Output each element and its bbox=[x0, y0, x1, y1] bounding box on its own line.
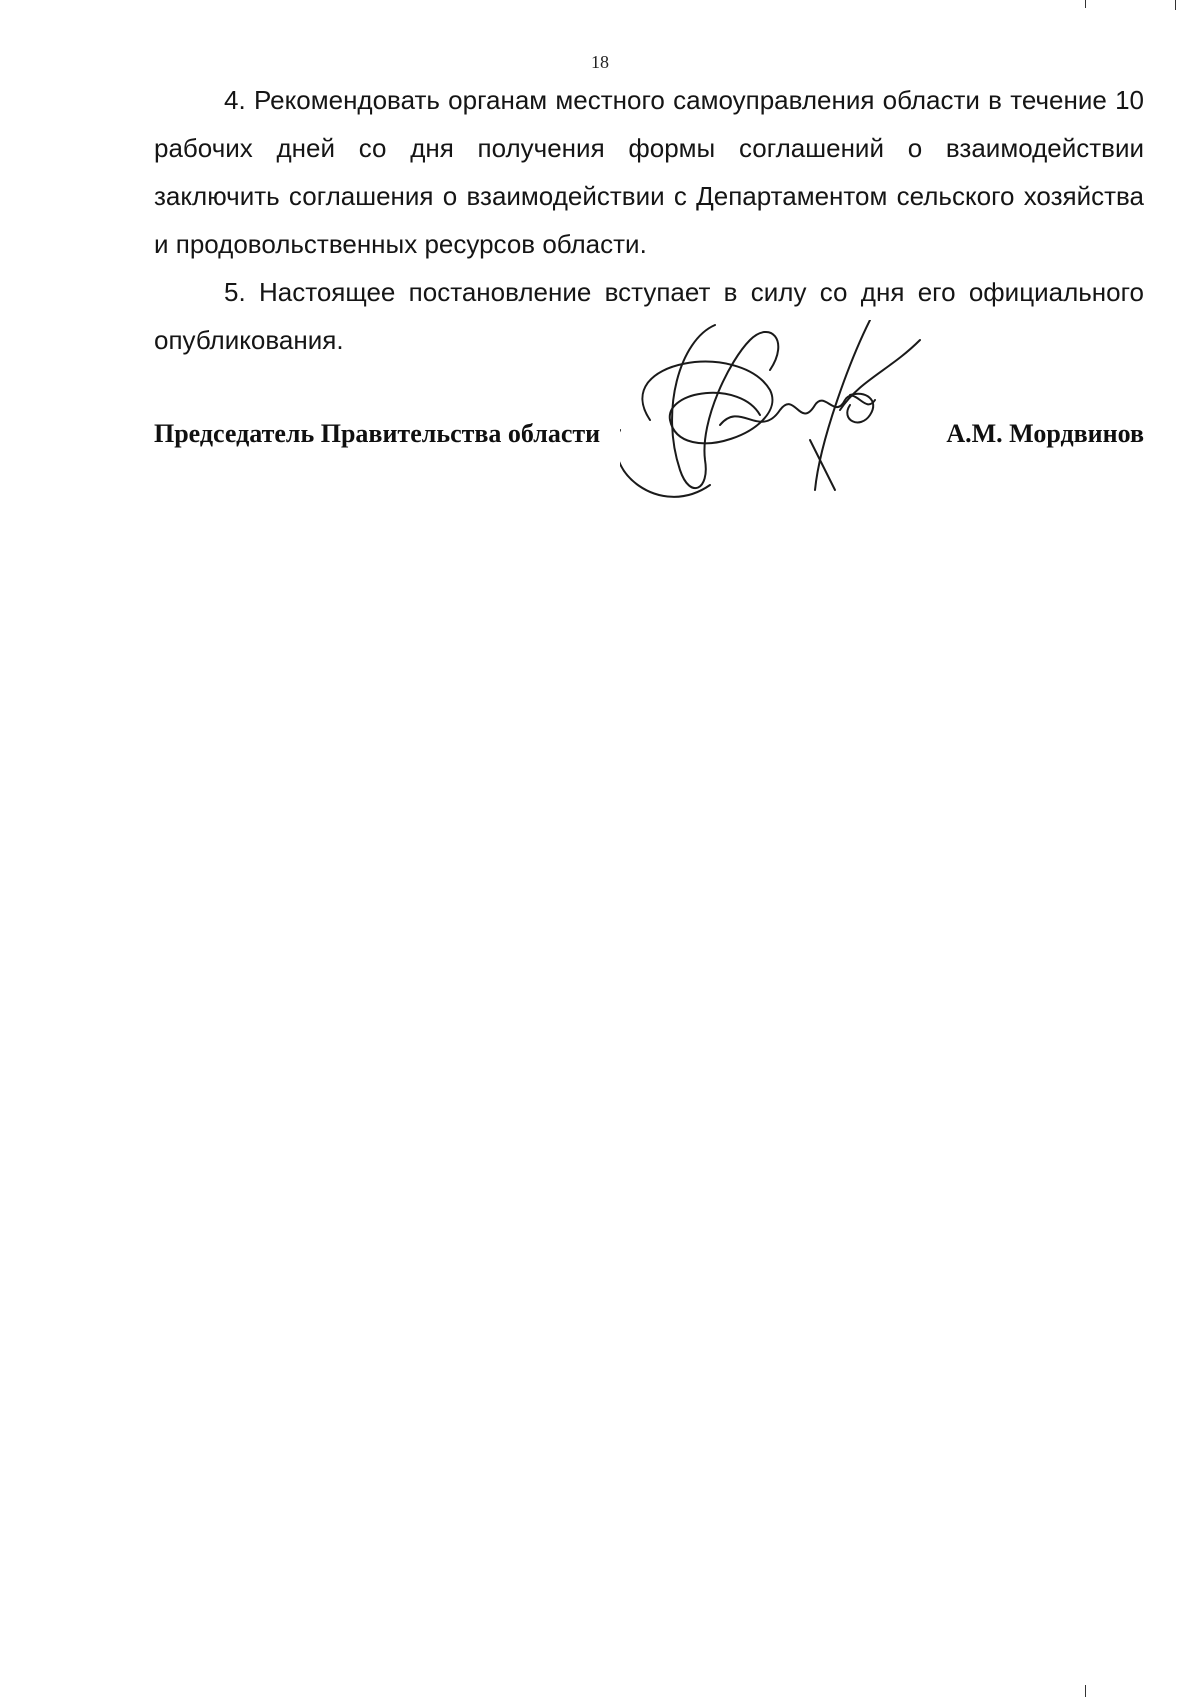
paragraph-4: 4. Рекомендовать органам местного самоуправления области в течение 10 рабочих дней со дня получения формы соглашений о взаимодействии заключить соглашения о взаимодействии с Департаментом сельского хозяйства и продовольственных ресурсов области. bbox=[154, 85, 1144, 259]
scan-mark-top-right-2 bbox=[1175, 0, 1176, 10]
scan-mark-bottom-right bbox=[1085, 1685, 1086, 1697]
signer-name: А.М. Мордвинов bbox=[946, 419, 1144, 448]
scan-mark-top-right bbox=[1085, 0, 1086, 8]
signer-title: Председатель Правительства области bbox=[154, 419, 601, 448]
handwritten-signature bbox=[620, 320, 980, 520]
page-number: 18 bbox=[591, 52, 609, 72]
paragraph-5: 5. Настоящее постановление вступает в силу со дня его официального опубликования. bbox=[154, 277, 1144, 355]
